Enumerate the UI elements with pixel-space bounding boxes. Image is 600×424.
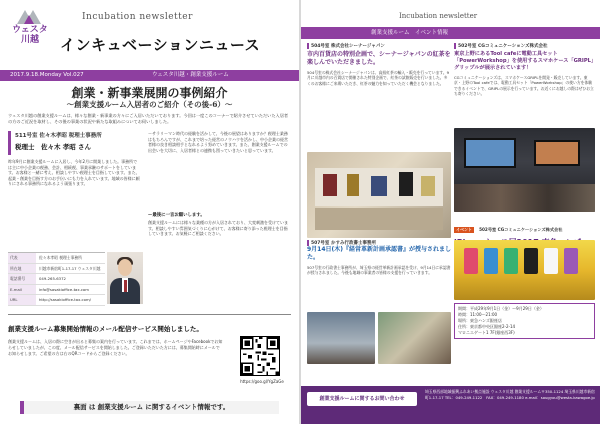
contact-button[interactable]: 創業支援ルームに関するお問い合わせ: [307, 392, 417, 406]
article-tea: [307, 43, 451, 86]
profile-body: 昨年9月に創業支援ルームに入居し、今年2月に開業しました。事務所では主に中小企業の税務、会計、相続税、事業承継のサポートをしています。お客様と一緒に考え、相談しやすい税理士を目指しています。また、起業・創業を目指す方のお手伝いにも力を入れています。地域の皆様に頼りにされる事務所になれるよう頑張ります。: [8, 159, 140, 187]
westa-kawagoe-logo: [8, 8, 52, 46]
article-approval-room: 507号室 かすみ行政書士事務所: [307, 240, 451, 246]
interview-text-2: 創業支援ルームには様々な業種の方が入居されており、大変刺激を受けています。相談しやすい雰囲気づくりに心がけて、お客様に寄り添った税理士を目指していきます。お気軽にご相談ください。: [148, 220, 288, 237]
section-divider: [8, 314, 291, 315]
contact-text: 埼玉県西部地域振興ふれあい拠点施設 ウェスタ川越 創業支援ルーム〒350-1124 埼玉県川越市新宿町1-17-17 TEL：049-249-1122 FAX：049-249-1180 e-mail：sougyou@westa-kawagoe.jp: [425, 389, 595, 400]
logo-name: ウェスタ 川越: [12, 25, 48, 45]
article-gripl: [454, 43, 595, 97]
article-approval-body: 507号室の行政書士事務所が、埼玉県の経営革新計画承認を受け、9月14日に承認書が授与されました。今後も地域の事業者の皆様の支援を行っていきます。: [307, 265, 451, 276]
logo-mark-icon: [16, 8, 42, 26]
event-details-box: [454, 303, 595, 339]
profile-heading: [8, 131, 141, 155]
main-subheadline: 〜創業支援ルーム入居者のご紹介（その後-6）〜: [66, 100, 233, 109]
article-approval: [307, 240, 451, 276]
tool-cafe-photo: [454, 128, 595, 212]
article-gripl-title: 東京上野にあるTool cafeに電動工具セット「PowerWorkshop」を使用するスマホケース「GRIPL」グリップルが展示されています！: [454, 51, 594, 71]
info-row: 所在地 川越市新宿町1-17-17 ウェスタ川越: [8, 264, 105, 275]
newsletter-label: Incubation newsletter: [82, 12, 193, 22]
event-company: 502号室 CGコミュニケーションズ株式会社: [479, 227, 563, 232]
profile-photo: [107, 252, 143, 304]
article-gripl-body: CGコミュニケーションズは、スマホケースGRIPLを開発・販売しています。東京・上野のTool cafeでは、電動工具セット「PowerWorkshop」の使い方を体験できるイベントで、GRIPLの展示を行っています。お近くにお越しの際はぜひお立ち寄りください。: [454, 75, 594, 97]
iphone-case-photo: [454, 240, 595, 300]
newsletter-front-page: [0, 0, 299, 424]
qr-url[interactable]: https://goo.gl/YgZaGe: [240, 379, 284, 384]
info-row: 電話番号 049-265-6372: [8, 274, 105, 285]
issue-org: ウェスタ川越・創業支援ルーム: [152, 72, 229, 78]
office-info-table: [8, 252, 105, 306]
info-row[interactable]: URL http://sasakioffice-tax.com/: [8, 295, 105, 306]
event-time: 時間：11:00〜21:00: [458, 312, 498, 317]
issue-bar: [0, 70, 299, 81]
main-headline: 創業・新事業展開の事例紹介: [71, 86, 228, 100]
info-row: 代表 佐々木孝昭 税理士事務所: [8, 253, 105, 264]
mail-service-heading: 創業支援ルーム募集開始情報のメール配信サービス開始しました。: [8, 325, 203, 333]
interview-question: ー最後に一言お願いします。: [148, 213, 205, 218]
article-tea-title: 市内百貨店の特別企画で、シーナージャパンの紅茶を楽しんでいただきました。: [307, 51, 451, 66]
newsletter-label-back: Incubation newsletter: [399, 12, 478, 20]
profile-name: 税理士 佐々木 孝昭 さん: [15, 143, 92, 151]
info-row[interactable]: E-mail info@sasakioffice-tax.com: [8, 285, 105, 296]
event-address: 住所：東京都中央区銀座2-2-14: [458, 324, 516, 329]
issue-date-vol: 2017.9.18.Monday Vol.027: [10, 72, 84, 78]
article-tea-room: 504号室 株式会社シーナージャパン: [307, 43, 451, 49]
mail-service-text: 創業支援ルームは、入居の際に空きが出ると募集の案内を行っています。これまでは、ホームページやFacebookでお知らせしていましたが、この度、メール配信サービスを開始しました。ご登録いただいた方には、募集開始時にメールでお知らせします。ご希望の方は右のQRコードからご登録ください。: [8, 339, 223, 356]
event-address-2: マロニエゲート1 7F(銀座西3F): [458, 330, 515, 335]
event-period: 期間：平成29年9月1日（金）〜9月29日（金）: [458, 306, 544, 311]
event-venue: 場所：東急ハンズ銀座店: [458, 318, 502, 323]
event-info-band: 創業支援ルーム イベント情報: [301, 27, 600, 39]
qr-code-icon[interactable]: [240, 336, 280, 376]
article-gripl-room: 502号室 CGコミュニケーションズ株式会社: [454, 43, 595, 49]
intro-paragraph: ウェスタ川越の創業支援ルームは、様々な創業・新事業の方々にご入居いただいております。今回は一度このコーナーで紹介させていただいた入居者の方のご近況を取材し、その後の事業の状況や新たな取組みについてお伺いしました。: [8, 113, 289, 125]
profile-room: 511号室 佐々木孝昭 税理士事務所: [15, 133, 102, 139]
group-photo: [378, 312, 451, 364]
event-tag: イベント: [456, 227, 472, 232]
article-approval-title: 9月14日(木)『経営革新計画承認書』が授与されました。: [307, 246, 452, 261]
tea-display-photo: [307, 152, 451, 238]
newsletter-title: インキュベーションニュース: [60, 36, 261, 54]
interview-text-1: ーサラリーマン時代の経験を活かして、今後の展望はありますか？税理士業務はもちろんですが、これまで培った経営のノウハウを活かし、中小企業の経営者様の良き相談相手となれるよう努めていきます。また、創業支援ルームでの出会いを大切に、入居者様との連携も図っていきたいと思っています。: [148, 131, 288, 153]
newsletter-back-page: [301, 0, 600, 424]
contact-footer: [301, 386, 600, 424]
ceremony-photo: [307, 312, 375, 364]
back-page-note: 裏面 は 創業支援ルーム に関するイベント情報です。: [20, 401, 279, 414]
article-tea-body: 504号室の株式会社シーナージャパンは、高級紅茶の輸入・販売を行っています。9月に川越市内の百貨店で開催された特別企画で、紅茶の試飲販売を行いました。多くのお客様にご来場いただき、紅茶の魅力を知っていただく機会となりました。: [307, 70, 450, 86]
